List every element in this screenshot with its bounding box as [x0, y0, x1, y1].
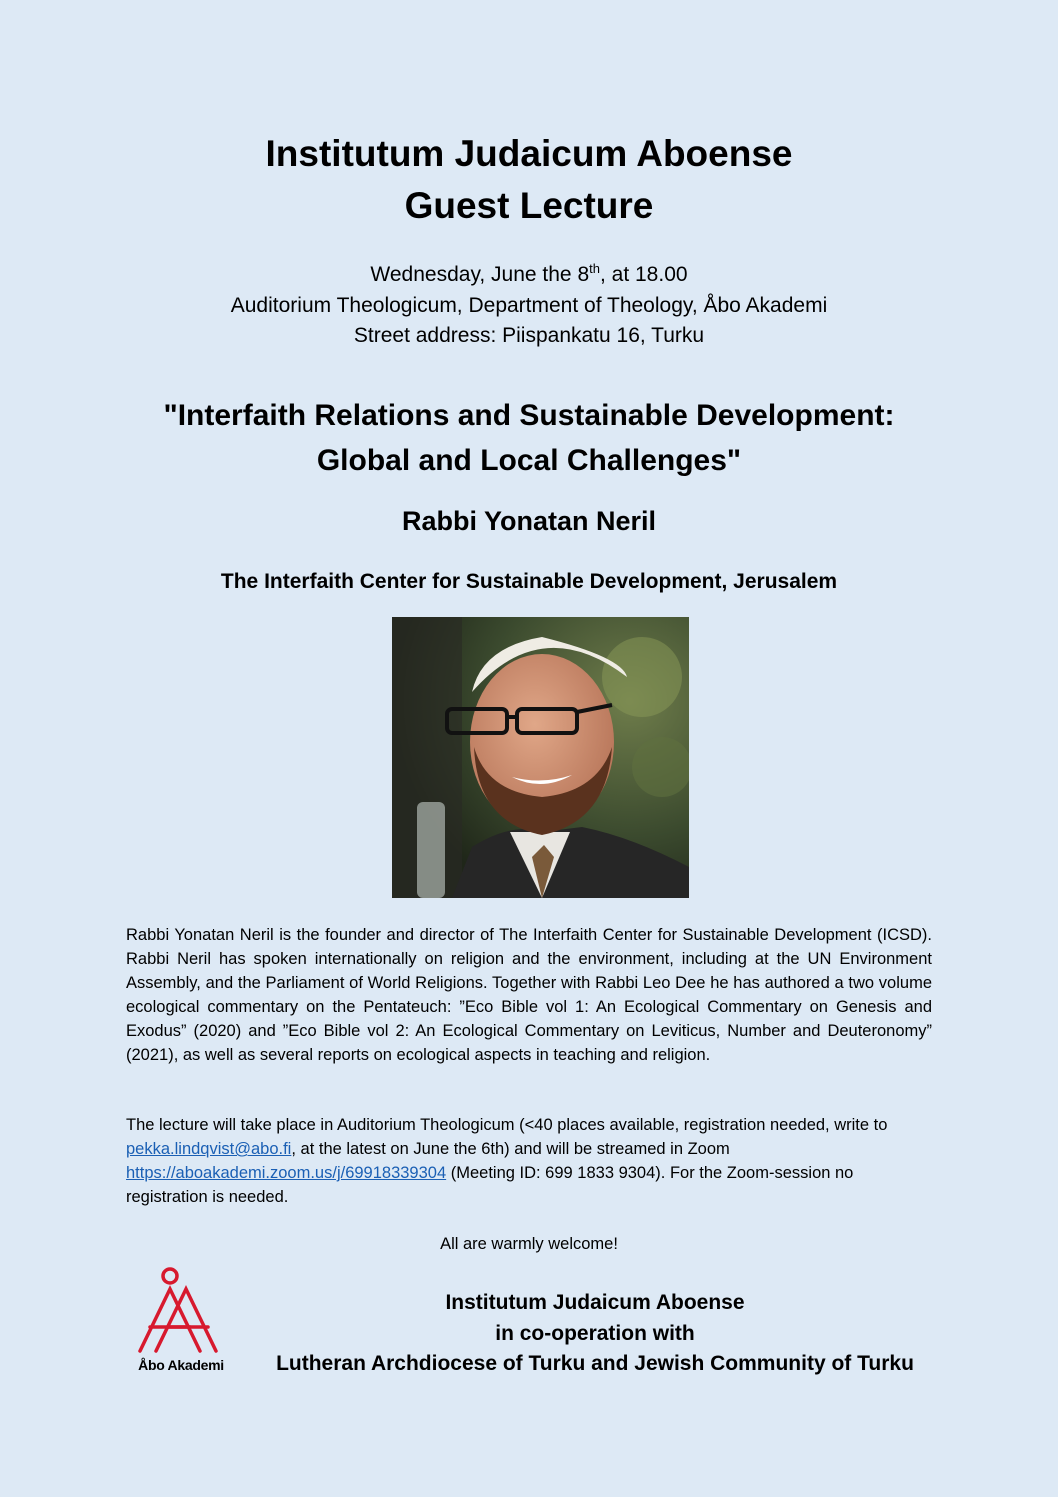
title-line-1: Institutum Judaicum Aboense	[265, 133, 793, 174]
logo-text: Åbo Akademi	[138, 1357, 224, 1373]
speaker-photo	[392, 617, 689, 898]
email-link[interactable]: pekka.lindqvist@abo.fi	[126, 1140, 292, 1158]
event-info	[0, 254, 1058, 352]
event-date: Wednesday, June the 8th, at 18.00	[370, 261, 688, 286]
footer	[260, 1288, 930, 1380]
abo-akademi-logo-mark	[126, 1265, 236, 1357]
footer-line-3: Lutheran Archdiocese of Turku and Jewish Community of Turku	[276, 1352, 914, 1375]
event-venue: Auditorium Theologicum, Department of Theology, Åbo Akademi	[230, 293, 828, 317]
footer-line-2: in co-operation with	[495, 1321, 695, 1345]
zoom-link[interactable]: https://aboakademi.zoom.us/j/69918339304	[126, 1164, 447, 1182]
lecture-title	[0, 393, 1058, 483]
speaker-portrait-image	[392, 617, 689, 898]
title-line-2: Guest Lecture	[404, 185, 654, 226]
speaker-name: Rabbi Yonatan Neril	[401, 506, 657, 536]
speaker-affiliation: The Interfaith Center for Sustainable Development, Jerusalem	[220, 570, 838, 593]
welcome-text: All are warmly welcome!	[440, 1235, 618, 1253]
event-address: Street address: Piispankatu 16, Turku	[353, 324, 705, 347]
footer-line-1: Institutum Judaicum Aboense	[445, 1291, 745, 1314]
abo-akademi-logo	[126, 1265, 236, 1377]
registration-info: The lecture will take place in Auditorium Theologicum (<40 places available, registration needed, write to pekka.lindqvist@abo.fi, at the latest on June the 6th) and will be streamed in Zoom https://aboakademi.zoom.us/j/69918339304 (Meeting ID: 699 1833 9304). For the Zoom-session no registration is needed.	[126, 1116, 888, 1206]
lecture-title-line-2: Global and Local Challenges"	[316, 444, 742, 477]
speaker-bio: Rabbi Yonatan Neril is the founder and director of The Interfaith Center for Sustainable Development (ICSD). Rabbi Neril has spoken internationally on religion and the environment, including at the UN Environment Assembly, and the Parliament of World Religions. Together with Rabbi Leo Dee he has authored a two volume ecological commentary on the Pentateuch: ”Eco Bible vol 1: An Ecological Commentary on Genesis and Exodus” (2020) and ”Eco Bible vol 2: An Ecological Commentary on Leviticus, Number and Deuteronomy” (2021), as well as several reports on ecological aspects in teaching and religion.	[126, 926, 932, 1064]
lecture-title-line-1: "Interfaith Relations and Sustainable Development:	[163, 399, 895, 432]
poster-title	[0, 128, 1058, 232]
